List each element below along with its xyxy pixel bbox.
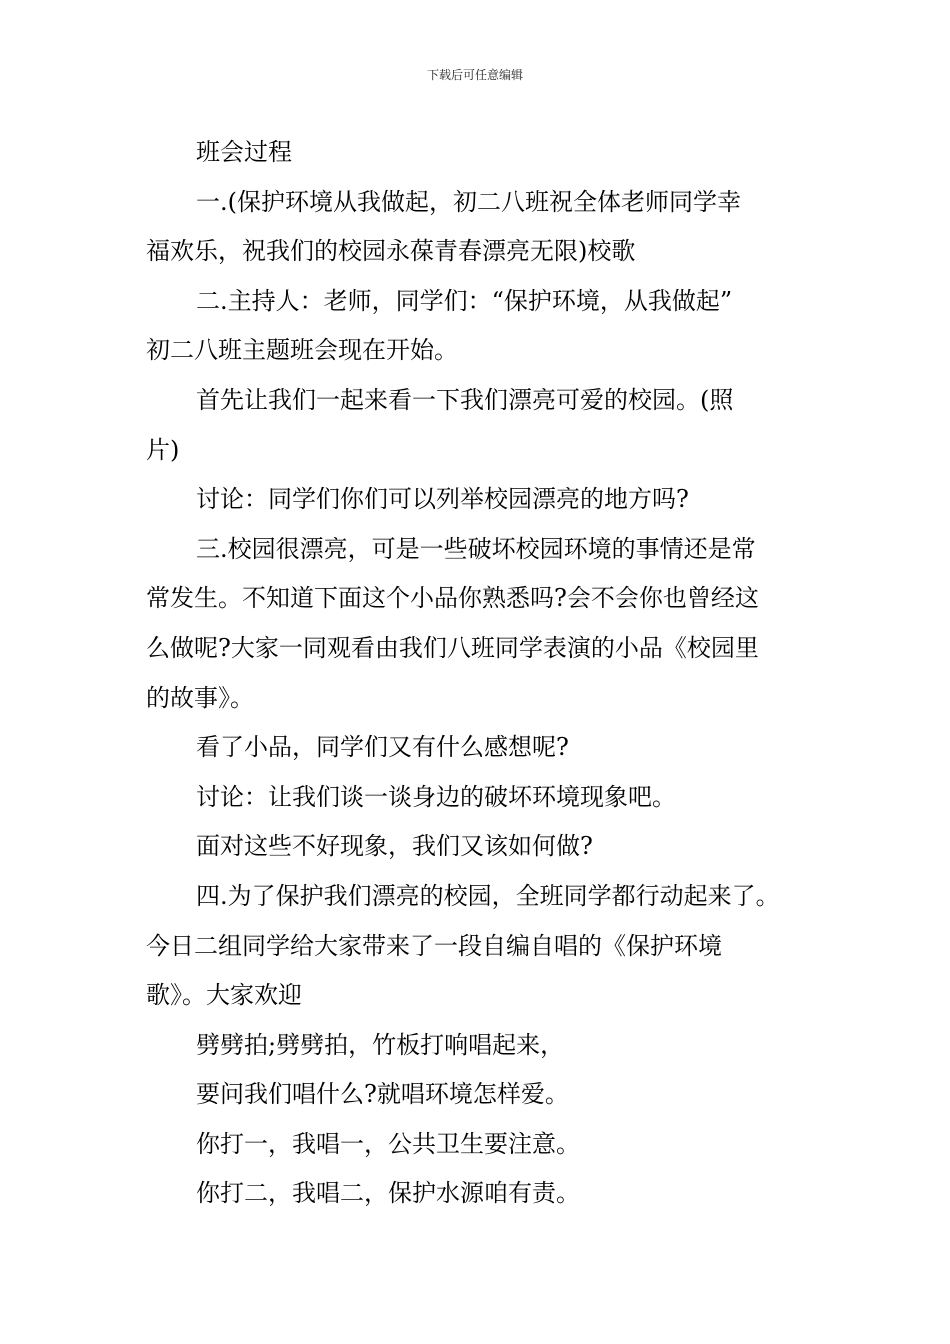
paragraph-line: 的故事》。 [146, 683, 254, 712]
paragraph-discussion-1 [146, 475, 826, 525]
paragraph-intro [146, 376, 826, 475]
paragraph-reflection [146, 723, 826, 773]
paragraph-discussion-2 [146, 773, 826, 823]
paragraph-line: 讨论：让我们谈一谈身边的破坏环境现象吧。 [196, 782, 676, 811]
paragraph-line: 你打二，我唱二，保护水源咱有责。 [196, 1179, 580, 1208]
song-line-2 [146, 1070, 826, 1120]
paragraph-item-4 [146, 872, 826, 1021]
paragraph-line: 今日二组同学给大家带来了一段自编自唱的《保护环境 [146, 931, 722, 960]
paragraph-line: 常发生。不知道下面这个小品你熟悉吗?会不会你也曾经这 [146, 584, 759, 613]
paragraph-line: 四.为了保护我们漂亮的校园，全班同学都行动起来了。 [196, 881, 780, 910]
paragraph-line: 么做呢?大家一同观看由我们八班同学表演的小品《校园里 [146, 633, 759, 662]
header-note: 下载后可任意编辑 [426, 68, 523, 82]
song-line-1 [146, 1021, 826, 1071]
paragraph-line: 三.校园很漂亮，可是一些破坏校园环境的事情还是常 [196, 534, 756, 563]
paragraph-line: 班会过程 [196, 138, 292, 166]
paragraph-line: 片) [146, 435, 180, 464]
paragraph-line: 歌》。大家欢迎 [146, 981, 302, 1010]
paragraph-item-3 [146, 525, 826, 723]
paragraph-question [146, 822, 826, 872]
paragraph-item-1 [146, 178, 826, 277]
paragraph-line: 初二八班主题班会现在开始。 [146, 336, 458, 365]
document-body [146, 128, 826, 1219]
paragraph-title [146, 128, 826, 178]
paragraph-item-2 [146, 277, 826, 376]
paragraph-line: 看了小品，同学们又有什么感想呢? [196, 733, 569, 762]
song-line-3 [146, 1120, 826, 1170]
paragraph-line: 二.主持人：老师，同学们：“保护环境，从我做起” [196, 286, 733, 315]
song-line-4 [146, 1169, 826, 1219]
paragraph-line: 福欢乐，祝我们的校园永葆青春漂亮无限)校歌 [146, 237, 636, 266]
paragraph-line: 一.(保护环境从我做起，初二八班祝全体老师同学幸 [196, 187, 741, 216]
paragraph-line: 劈劈拍;劈劈拍，竹板打响唱起来， [196, 1030, 565, 1059]
paragraph-line: 你打一，我唱一，公共卫生要注意。 [196, 1129, 580, 1158]
paragraph-line: 讨论：同学们你们可以列举校园漂亮的地方吗? [196, 485, 689, 514]
paragraph-line: 要问我们唱什么?就唱环境怎样爱。 [196, 1080, 569, 1109]
paragraph-line: 首先让我们一起来看一下我们漂亮可爱的校园。(照 [196, 385, 734, 414]
paragraph-line: 面对这些不好现象，我们又该如何做? [196, 832, 593, 861]
